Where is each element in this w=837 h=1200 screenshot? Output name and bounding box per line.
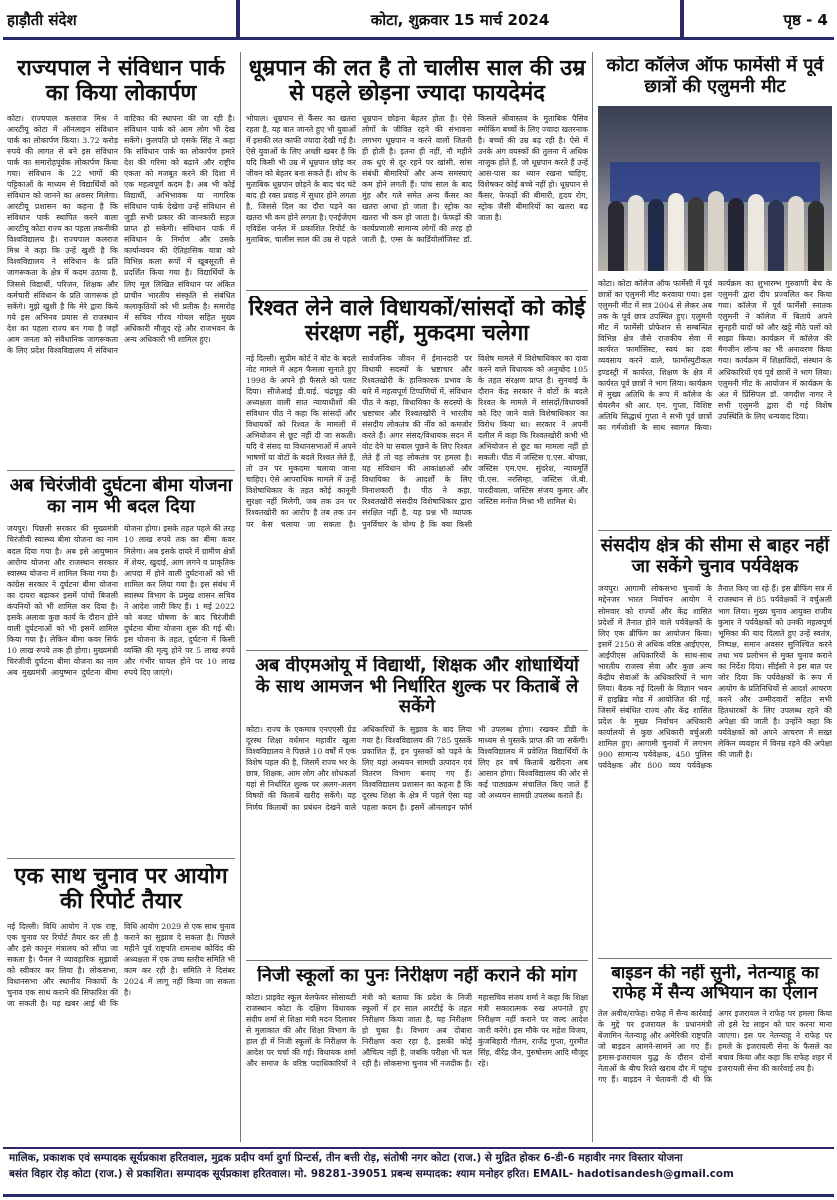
- headline: राज्यपाल ने संविधान पार्क का किया लोकार्पण: [17, 56, 225, 107]
- article-private-school: [246, 966, 588, 1142]
- section-rule: [246, 290, 588, 291]
- article-body: जयपुर। आगामी लोकसभा चुनावों के मद्देनजर भारत निर्वाचन आयोग ने सोमवार को राज्यों और केंद्र शासित प्रदेशों में तैनात होने वाले पर्यवेक्षकों के लिए एक ब्रीफिंग का आयोजन किया। इसमें 2150 से अधिक वरिष्ठ आईएएस, आईपीएस अधिकारियों के साथ-साथ भारतीय राजस्व सेवा और कुछ अन्य केंद्रीय सेवाओं के अधिकारियों ने भाग लिया। बैठक नई दिल्ली के विज्ञान भवन में हाइब्रिड मोड में आयोजित की गई, जिसमें संबंधित राज्य और केंद्र शासित प्रदेश के मुख्य निर्वाचन अधिकारी कार्यालयों से कुछ अधिकारी वर्चुअली शामिल हुए। आगामी चुनावों में लगभग 900 सामान्य पर्यवेक्षक, 450 पुलिस पर्यवेक्षक और 800 व्यय पर्यवेक्षक तैनात किए जा रहे हैं। इस ब्रीफिंग सत्र में राजस्थान से 85 पर्यवेक्षकों ने वर्चुअली भाग लिया। मुख्य चुनाव आयुक्त राजीव कुमार ने पर्यवेक्षकों को उनकी महत्वपूर्ण भूमिका की याद दिलाते हुए उन्हें स्वतंत्र, निष्पक्ष, समान अवसर सुनिश्चित करने तथा भय प्रलोभन से मुक्त चुनाव कराने का निर्देश दिया। सीईसी ने इस बात पर जोर दिया कि पर्यवेक्षकों के रूप में आयोग के प्रतिनिधियों से आदर्श आचरण करने और उम्मीदवारों सहित सभी हितधारकों के लिए उपलब्ध रहने की अपेक्षा की जाती है। उन्होंने कहा कि पर्यवेक्षकों को अपने आचरण में सख्त लेकिन व्यवहार में विनम्र रहने की अपेक्षा की जाती है।: [598, 584, 832, 771]
- article-body: नई दिल्ली। सुप्रीम कोर्ट ने वोट के बदले नोट मामले में अहम फैसला सुनाते हुए 1998 के अपने ही फैसले को पलट दिया। सीजेआई डी.वाई. चंद्रचूड़ की अध्यक्षता वाली सात न्यायाधीशों की संविधान पीठ ने कहा कि सांसदों और विधायकों को रिश्वत के मामलों में अभियोजन से छूट नहीं दी जा सकती। यदि वे संसद या विधानसभाओं में अपने भाषणों या वोटों के बदले रिश्वत लेते हैं, तो उन पर मुकदमा चलाया जाना चाहिए। ऐसे आपराधिक मामले में उन्हें विशेषाधिकार के तहत कोई कानूनी सुरक्षा नहीं मिलेगी, जब तक उन पर रिश्वतखोरी का आरोप है तब तक उन पर केस चलाया जा सकता है। सार्वजनिक जीवन में ईमानदारी पर विधायी सदस्यों के भ्रष्टाचार और रिश्वतखोरी के हानिकारक प्रभाव के बारे में महत्वपूर्ण टिप्पणियों में, संविधान पीठ ने कहा, विधायिका के सदस्यों के भ्रष्टाचार और रिश्वतखोरी ने भारतीय संसदीय लोकतंत्र की नींव को कमजोर करते हैं। अगर संसद/विधायक सदन में वोट देने या सवाल पूछने के लिए रिश्वत लेते हैं तो यह लोकतंत्र पर हमला है। यह संविधान की आकांक्षाओं और विधायिका के आदर्शों के लिए विनाशकारी है। पीठ ने कहा, रिश्वतखोरी संसदीय विशेषाधिकार द्वारा संरक्षित नहीं है, यह प्रश्न भी व्यापक पुनर्विचार के योग्य है कि क्या किसी विशेष मामले में विशेषाधिकार का दावा करने वाले विधायक को अनुच्छेद 105 के तहत संरक्षण प्राप्त है। सुनवाई के दौरान केंद्र सरकार ने वोटों के बदले रिश्वत के मामले में सांसदों/विधायकों को दिए जाने वाले विशेषाधिकार का विरोध किया था। सरकार ने अपनी दलील में कहा कि रिश्वतखोरी कभी भी अभियोजन से छूट का मामला नहीं हो सकती। पीठ में जस्टिस ए.एस. बोपन्ना, जस्टिस एम.एम. सुंदरेश, न्यायमूर्ति पी.एस. नरसिम्हा, जस्टिस जे.बी. पारदीवाला, जस्टिस संजय कुमार और जस्टिस मनोज मिश्रा भी शामिल थे।: [246, 353, 588, 529]
- headline: अब चिरंजीवी दुर्घटना बीमा योजना का नाम भी बदल दिया: [9, 476, 233, 517]
- page-number: पृष्ठ - 4: [684, 0, 834, 40]
- article-observers: [598, 536, 832, 956]
- headline: रिश्वत लेने वाले विधायकों/सांसदों को कोई संरक्षण नहीं, मुकदमा चलेगा: [248, 296, 586, 347]
- paper-name: हाड़ौती संदेश: [3, 0, 236, 40]
- article-body: तेल अवीव/राफेह। राफेह में सैन्य कार्रवाई के मुद्दे पर इजरायल के प्रधानमंत्री बेंजामिन नेतन्याहू और अमेरिकी राष्ट्रपति जो बाइडन आमने-सामने आ गए हैं। हमास-इजरायल युद्ध के दौरान दोनों नेताओं के बीच रिश्ते खराब दौर में पहुंच गए हैं। बाइडन ने चेतावनी दी थी कि अगर इजरायल ने राफेह पर हमला किया तो इसे रेड लाइन को पार करना माना जाएगा। इस पर नेतन्याहू ने राफेह पर हमले के इजरायली सेना के फैसले का बचाव किया और कहा कि राफेह शहर में इजरायली सेना की कार्रवाई तय है।: [598, 1009, 832, 1085]
- headline: कोटा कॉलेज ऑफ फार्मेसी में पूर्व छात्रों की एलुमनी मीट: [606, 56, 824, 97]
- photo-person: [628, 195, 644, 271]
- section-rule: [7, 470, 235, 471]
- column-rule: [592, 52, 593, 1142]
- article-body: भोपाल। धूम्रपान से कैंसर का खतरा रहता है, यह बात जानते हुए भी युवाओं में इसकी लत काफी ज्यादा देखी गई है। ऐसे युवाओं के लिए अच्छी खबर है कि यदि किसी भी उम्र में धूम्रपान छोड़ कर जीवन को बेहतर बना सकते हैं। शोध के मुताबिक धूम्रपान छोड़ने के बाद चंद घंटे बाद ही रक्त प्रवाह में सुधार होने लगता है, जिससे दिल का दौरा पड़ने का खतरा भी कम होने लगता है। एनईजेएम एविडेंस जर्नल में प्रकाशित रिपोर्ट के मुताबिक, चालीस साल की उम्र से पहले धूम्रपान छोड़ना बेहतर होता है। ऐसे लोगों के जीवित रहने की संभावना लगभग धूम्रपान न करने वालों जितनी ही होती है। इतना ही नहीं, नौ महीने तक धुएं से दूर रहने पर खांसी, सांस संबंधी बीमारियों और अन्य समस्याएं कम होने लगती हैं। पांच साल के बाद मुंह और गले समेत अन्य कैंसर का खतरा आधा हो जाता है। स्ट्रोक का खतरा भी कम हो जाता है। फेफड़ों की कार्यप्रणाली सामान्य लोगों की तरह हो जाती है, एम्स के कार्डियोलॉजिस्ट डॉ. किसले श्रीवास्तव के मुताबिक पैसिव स्मोकिंग बच्चों के लिए ज्यादा खतरनाक है। बच्चों की उम्र बढ़ रही है। ऐसे में उनके अंग वयस्कों की तुलना में अधिक नाजुक होते हैं, जो धूम्रपान करते हैं उन्हें आस-पास का ध्यान रखना चाहिए, विशेषकर कोई बच्चे नहीं हो। धूम्रपान से कैंसर, फेफड़ों की बीमारी, हृदय रोग, स्ट्रोक जैसी बीमारियों का खतरा बढ़ जाता है।: [246, 113, 588, 245]
- photo-person: [788, 196, 804, 271]
- masthead: [0, 0, 837, 48]
- column-rule: [240, 52, 241, 1142]
- article-biden: [598, 964, 832, 1142]
- photo-person: [708, 191, 724, 271]
- photo-person: [728, 198, 744, 271]
- section-rule: [246, 960, 588, 961]
- photo-person: [688, 197, 704, 271]
- headline: संसदीय क्षेत्र की सीमा से बाहर नहीं जा सकेंगे चुनाव पर्यवेक्षक: [600, 536, 830, 577]
- section-rule: [598, 530, 832, 531]
- photo-person: [648, 199, 664, 271]
- imprint-line-2: बसंत विहार रोड़ कोटा (राज.) से प्रकाशित। सम्पादक सूर्यप्रकाश हरितवाल। मो. 98281-39051 प्रबन्ध सम्पादक: श्याम मनोहर हरित। EMAIL- hadotisandesh@gmail.com: [9, 1167, 734, 1180]
- article-books: [246, 656, 588, 956]
- dateline: कोटा, शुक्रवार 15 मार्च 2024: [240, 0, 680, 40]
- headline: धूम्रपान की लत है तो चालीस साल की उम्र से पहले छोड़ना ज्यादा फायदेमंद: [248, 56, 586, 107]
- headline: एक साथ चुनाव पर आयोग की रिपोर्ट तैयार: [14, 864, 228, 915]
- photo-person: [768, 200, 784, 271]
- headline: अब वीएमओयू में विद्यार्थी, शिक्षक और शोधार्थियों के साथ आमजन भी निर्धारित शुल्क पर किताबें ले सकेंगे: [255, 656, 579, 718]
- imprint-footer: [3, 1147, 834, 1197]
- section-rule: [7, 858, 235, 859]
- article-bribery: [246, 296, 588, 646]
- article-pharmacy: [598, 56, 832, 536]
- article-body: कोटा। प्राइवेट स्कूल वेलफेयर सोसायटी राजस्थान कोटा के दक्षिण विधायक संदीप शर्मा से शिक्षा मंत्री मदन दिलावर से मुलाकात की और शिक्षा विभाग के हाल ही में निजी स्कूलों के निरीक्षण के आदेश पर चर्चा की गई। विधायक शर्मा और समाज के वरिष्ठ पदाधिकारियों ने मंत्री को बताया कि प्रदेश के निजी स्कूलों में हर साल आरटीई के तहत निरीक्षण किया जाता है, यह निरीक्षण हो चुका है। विभाग अब दोबारा निरीक्षण करा रहा है, इसकी कोई औचित्य नहीं है, जबकि परीक्षा भी चल रही है। लोकसभा चुनाव भी नजदीक है। महासचिव संजय शर्मा ने कहा कि शिक्षा मंत्री सकारात्मक रुख अपनाते हुए निरीक्षण नहीं कराने पर जल्द आदेश जारी करेंगे। इस मौके पर महेश विजय, कुंजबिहारी गौतम, राजेंद्र गुप्ता, गुरमीत सिंह, वीरेंद्र जैन, पुरुषोत्तम आदि मौजूद रहे।: [246, 992, 588, 1069]
- alumni-meet-photo: [598, 106, 832, 271]
- article-election-report: [7, 864, 235, 1142]
- headline: निजी स्कूलों का पुनः निरीक्षण नहीं कराने की मांग: [257, 966, 577, 986]
- article-body: कोटा। कोटा कॉलेज ऑफ फार्मेसी में पूर्व छात्रों का एलुमनी मीट करवाया गया। इस एलुमनी मीट में सत्र 2004 से लेकर अब तक के पूर्व छात्र उपस्थित हुए। एलुमनी मीट में फार्मेसी प्रोफेशन से सम्बन्धित विभिन्न क्षेत्र जैसे राजकीय सेवा में कार्यरत फार्मासिस्ट, स्वयं का दवा व्यवसाय करने वाले, फार्मास्युटीकल इण्डस्ट्री में कार्यरत, शिक्षण के क्षेत्र में कार्यरत पूर्व छात्रों ने भाग लिया। कार्यक्रम में मुख्य अतिथि के रूप में कॉलेज के चेयरमैन श्री आर. एन. गुप्ता, विशिष्ट अतिथि सिद्धार्थ गुप्ता ने सभी पूर्व छात्रों का गर्मजोशी के साथ स्वागत किया। कार्यक्रम का शुभारम्भ गुरुवाणी बेच के एलुमनी द्वारा दीप प्रज्वलित कर किया गया। कॉलेज में पूर्व फार्मेसी स्नातक एलुमनी ने कॉलेज में बिताये अपने सुनहरी यादों को और खट्टे मीठे पलों को साझा किया। कार्यक्रम में कॉलेज की मैगजीन लॉन्च का भी अनावरण किया गया। कार्यक्रम में शिक्षाविदों, संस्थान के अधिकारियों एवं पूर्व छात्रों ने भाग लिया। एलुमनी मीट के आयोजन में कार्यक्रम के अंत में प्रिंसिपल डॉ. जगदीश नागर ने सभी एलुमनी द्वारा दी गई विशेष उपस्थिति के लिए धन्यवाद दिया।: [598, 279, 832, 432]
- article-governor: [7, 56, 235, 468]
- section-rule: [246, 650, 588, 651]
- article-body: कोटा। राज्यपाल कलराज मिश्र ने आरटीयू कोटा में ऑनलाइन संविधान पार्क का लोकार्पण किया। 3.72 करोड़ रुपये की लागत से बने इस संविधान पार्क का समारोहपूर्वक लोकार्पण किया गया। संविधान के 22 भागों की पट्टिकाओं के माध्यम से विद्यार्थियों को संविधान को जानने का अवसर मिलेगा। आरटीयू प्रशासन का कहना है कि संविधान पार्क स्थापित करने वाला आरटीयू कोटा राज्य का पहला तकनीकी विश्वविद्यालय है। राज्यपाल कलराज मिश्र ने कहा कि उन्हें खुशी है कि विश्वविद्यालय ने संविधान के प्रति जागरूकता के क्षेत्र में कदम उठाया है, जिससे विद्यार्थी, परिजन, शिक्षक और कर्मचारी संविधान के प्रति जागरूक हो सकेंगे। मुझे खुशी है कि मेरे द्वारा किये गये इस अभिनव प्रयास से राजस्थान देश का पहला राज्य बन गया है जहाँ आम जनता को संवैधानिक जागरूकता के लिए प्रदेश विश्वविद्यालय में संविधान वाटिका की स्थापना की जा रही है। संविधान पार्क को आम लोग भी देख सकेंगे। कुलपति प्रो एसके सिंह ने कहा कि संविधान पार्क का लोकार्पण हमारे देश की गरिमा को बढ़ाने और राष्ट्रीय एकता को मजबूत करने की दिशा में एक महत्वपूर्ण कदम है। अब भी कोई विद्यार्थी, अभिभावक या नागरिक संविधान पार्क देखेगा उन्हें संविधान से जुड़ी सभी प्रकार की जानकारी सहज प्राप्त हो सकेगी। संविधान पार्क में संविधान के निर्माण और उसके कार्यान्वयन की ऐतिहासिक यात्रा को विभिन्न कला रूपों में खूबसूरती से प्रदर्शित किया गया है। विद्यार्थियों के लिए मूल लिखित संविधान पर अंकित प्राचीन भारतीय संस्कृति से संबंधित कलाकृतियों को भी प्रतीक है। समारोह में सचिव गौरव गोयल सहित मुख्य अधिकारी मौजूद रहे और राजभवन के अन्य अधिकारी भी शामिल हुए।: [7, 113, 235, 355]
- imprint-line-1: मालिक, प्रकाशक एवं सम्पादक सूर्यप्रकाश हरितवाल, मुद्रक प्रदीप वर्मा दुर्गा प्रिन्टर्स, तीन बत्ती रोड़, संतोषी नगर कोटा (राज.) से मुद्रित होकर 6-डी-6 महावीर नगर विस्तार योजना: [9, 1152, 683, 1164]
- headline: बाइडन की नहीं सुनी, नेतन्याहू का राफेह में सैन्य अभियान का ऐलान: [611, 964, 819, 1003]
- article-body: जयपुर। पिछली सरकार की मुख्यमंत्री चिरंजीवी स्वास्थ्य बीमा योजना का नाम बदल दिया गया है। अब इसे आयुष्मान आरोग्य योजना और राजस्थान सरकार स्वास्थ्य योजना में शामिल किया गया है। कांग्रेस सरकार ने दुर्घटना बीमा योजना का दायरा बढ़ाकर इसमें पांचों बिजली कंपनियों को भी शामिल कर दिया है। इसके अलावा कुछ कार्य के दौरान होने वाली दुर्घटनाओं को भी इसमें शामिल किया गया है। लेकिन बीमा कवर सिर्फ 10 लाख रुपये तक ही होगा। मुख्यमंत्री चिरंजीवी दुर्घटना बीमा योजना का नाम अब मुख्यमंत्री आयुष्मान दुर्घटना बीमा योजना होगा। इसके तहत पहले की तरह 10 लाख रुपये तक का बीमा कवर मिलेगा। अब इसके दायरे में ग्रामीण क्षेत्रों में शेयर, खुदाई, आग लगने व प्राकृतिक आपदा में होने वाली दुर्घटनाओं को भी शामिल कर लिया गया है। इस संबंध में स्वास्थ्य विभाग के प्रमुख शासन सचिव ने आदेश जारी किए हैं। 1 मई 2022 को बजट घोषणा के बाद चिरंजीवी दुर्घटना बीमा योजना शुरू की गई थी। इस योजना के तहत, दुर्घटना में किसी व्यक्ति की मृत्यु होने पर 5 लाख रुपये और गंभीर घायल होने पर 10 लाख रुपये दिए जाएंगे।: [7, 524, 235, 678]
- article-smoking: [246, 56, 588, 286]
- article-body: नई दिल्ली। विधि आयोग ने एक राष्ट्र, एक चुनाव पर रिपोर्ट तैयार कर ली है और इसे कानून मंत्रालय को सौंपा जा सकता है। पैनल ने व्यावहारिक सुझावों को स्वीकार कर लिया है। लोकसभा, विधानसभा और स्थानीय निकायों के चुनाव एक साथ कराने की सिफारिश की जा सकती है। यह खबर आई थी कि विधि आयोग 2029 से एक साथ चुनाव कराने का सुझाव दे सकता है। पिछले महीने पूर्व राष्ट्रपति रामनाथ कोविंद की अध्यक्षता में एक उच्च स्तरीय समिति भी काम कर रही है। समिति ने दिसंबर 2024 में लागू नहीं किया जा सकता है।: [7, 921, 235, 1009]
- section-rule: [598, 958, 832, 959]
- article-insurance: [7, 476, 235, 856]
- article-body: कोटा। राज्य के एकमात्र एनएएसी ग्रेड दूरस्थ शिक्षा वर्धमान महावीर खुला विश्वविद्यालय ने पिछले 10 वर्षों में एक विशेष पहल की है, जिसमें राज्य भर के छात्र, शिक्षक, आम लोग और शोधकर्ता यहां से निर्धारित शुल्क पर अलग-अलग विषयों की किताबें खरीद सकेंगे। यह निर्णय किताबों का प्रबंधन देखने वाले अधिकारियों के सुझाव के बाद लिया गया है। विश्वविद्यालय की 785 पुस्तकें प्रकाशित हैं, इन पुस्तकों को पढ़ने के लिए यहां अध्ययन सामग्री उत्पादन एवं वितरण विभाग बनाए गए हैं। विश्वविद्यालय प्रशासन का कहना है कि दूरस्थ शिक्षा के क्षेत्र में पहले ऐसा यह पहला कदम है। इसमें ऑनलाइन फॉर्म भी उपलब्ध होगा। रखकर डीडी के माध्यम से पुस्तकें प्राप्त की जा सकेंगी। विश्वविद्यालय में प्रवेशित विद्यार्थियों के लिए हर वर्ष किताबें खरीदना अब आसान होगा। विश्वविद्यालय की ओर से कई पाठ्यक्रम संचालित किए जाते हैं जो अध्ययन सामग्री उपलब्ध कराते हैं।: [246, 725, 588, 812]
- photo-person: [808, 201, 824, 271]
- photo-person: [748, 194, 764, 271]
- photo-person: [608, 201, 624, 271]
- photo-person: [668, 193, 684, 271]
